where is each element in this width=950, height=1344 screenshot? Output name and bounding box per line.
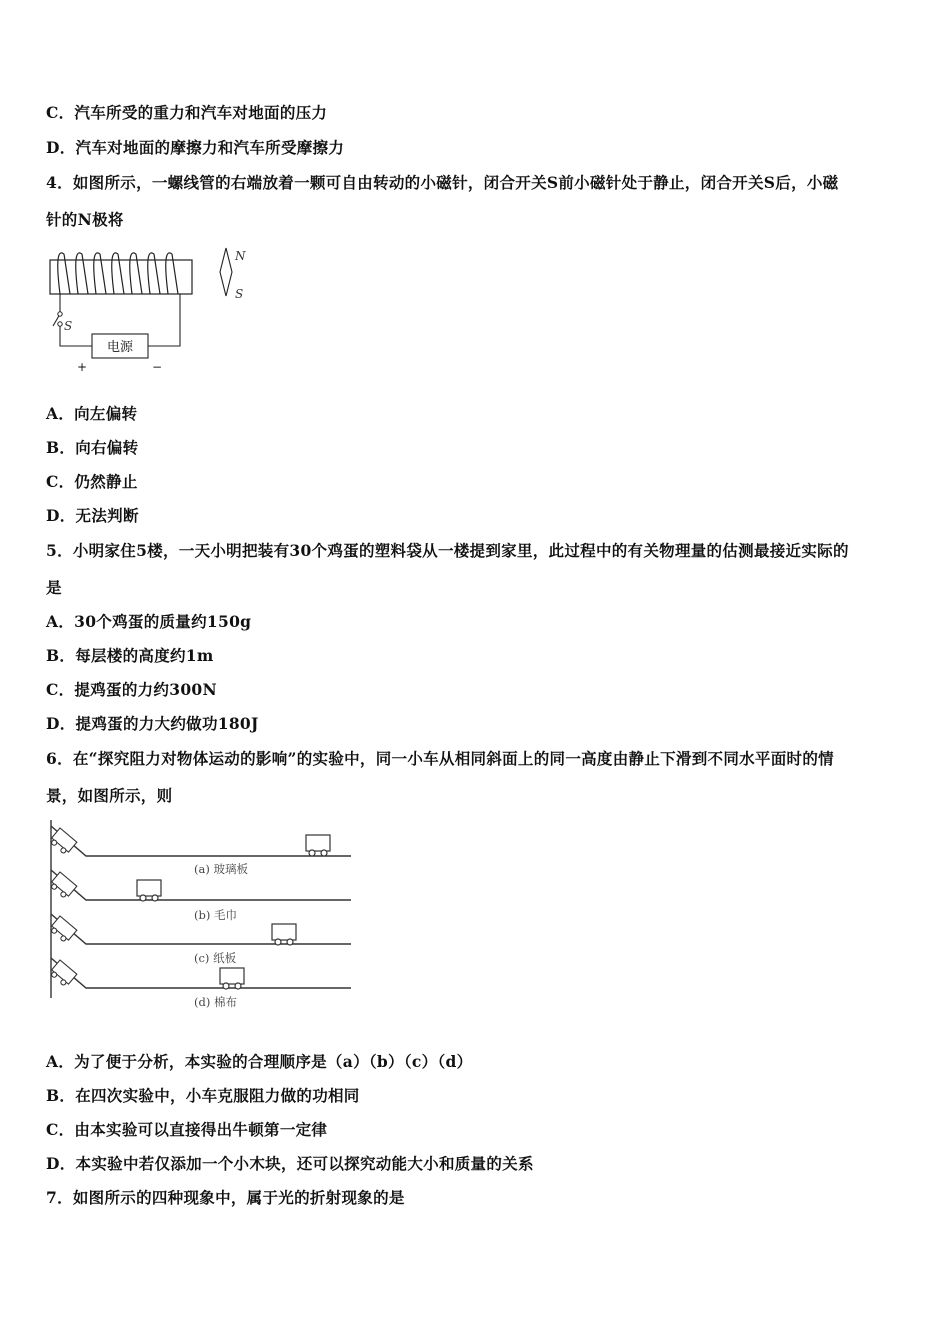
cart-d-icon (220, 968, 244, 989)
compass-needle-icon (220, 248, 232, 296)
q4-option-a: A．向左偏转 (46, 404, 138, 423)
q6-option-c: C．由本实验可以直接得出牛顿第一定律 (46, 1120, 328, 1139)
surface-label-b: (b) 毛巾 (194, 908, 237, 922)
q5-option-d: D．提鸡蛋的力大约做功180J (46, 714, 259, 733)
south-pole-label: S (235, 287, 244, 301)
q5-option-a: A．30个鸡蛋的质量约150g (46, 612, 252, 631)
q4-option-c: C．仍然静止 (46, 472, 138, 491)
surface-label-a: (a) 玻璃板 (194, 862, 248, 876)
switch-label: S (64, 319, 73, 333)
q4-option-b: B．向右偏转 (46, 438, 139, 457)
surface-label-d: (d) 棉布 (194, 995, 237, 1009)
surface-label-c: (c) 纸板 (194, 951, 237, 965)
power-source-label: 电源 (106, 340, 134, 355)
incline-experiment-figure (44, 818, 356, 1018)
q5-option-b: B．每层楼的高度约1m (46, 646, 214, 665)
q3-option-d: D．汽车对地面的摩擦力和汽车所受摩擦力 (46, 138, 345, 157)
q6-stem-line2: 景，如图所示，则 (46, 786, 173, 805)
q3-option-c: C．汽车所受的重力和汽车对地面的压力 (46, 103, 328, 122)
q4-stem-line2: 针的N极将 (46, 210, 124, 229)
q6-option-a: A．为了便于分析，本实验的合理顺序是（a）（b）（c）（d） (46, 1052, 473, 1071)
q5-option-c: C．提鸡蛋的力约300N (46, 680, 217, 699)
q6-stem-line1: 6．在“探究阻力对物体运动的影响”的实验中，同一小车从相同斜面上的同一高度由静止下滑到不同水平面时的情 (46, 749, 834, 768)
q6-option-b: B．在四次实验中，小车克服阻力做的功相同 (46, 1086, 360, 1105)
q4-option-d: D．无法判断 (46, 506, 139, 525)
cart-a-icon (306, 835, 330, 856)
cart-c-icon (272, 924, 296, 945)
north-pole-label: N (235, 249, 246, 263)
cart-b-icon (137, 880, 161, 901)
q6-option-d: D．本实验中若仅添加一个小木块，还可以探究动能大小和质量的关系 (46, 1154, 534, 1173)
q7-stem: 7．如图所示的四种现象中，属于光的折射现象的是 (46, 1188, 405, 1207)
plus-terminal: + (76, 360, 88, 374)
solenoid-figure (40, 240, 270, 380)
minus-terminal: − (151, 360, 163, 374)
q5-stem-line2: 是 (46, 578, 62, 597)
q4-stem-line1: 4．如图所示，一螺线管的右端放着一颗可自由转动的小磁针，闭合开关S前小磁针处于静止，闭合开关S后，小磁 (46, 173, 839, 192)
q5-stem-line1: 5．小明家住5楼，一天小明把装有30个鸡蛋的塑料袋从一楼提到家里，此过程中的有关物理量的估测最接近实际的 (46, 541, 849, 560)
